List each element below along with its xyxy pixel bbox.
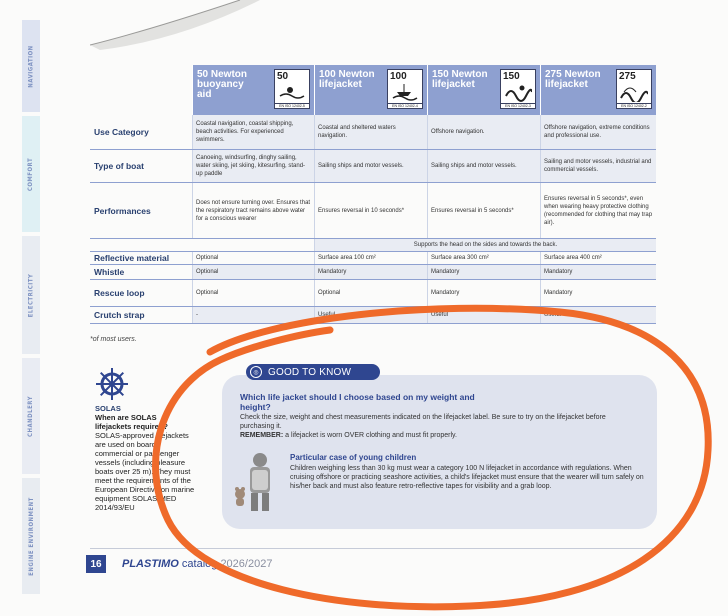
header-title: 150 Newton lifejacket xyxy=(432,69,488,90)
badge-number: 100 xyxy=(390,71,407,82)
header-title: 100 Newton lifejacket xyxy=(319,69,375,90)
table-cell: Optional xyxy=(192,280,314,306)
table-cell: Useful xyxy=(540,307,656,323)
norm-badge-icon xyxy=(274,69,310,109)
table-row xyxy=(90,252,656,265)
boat-swimmer-icon xyxy=(391,82,419,102)
side-tab-label: ENGINE ENVIRONMENT xyxy=(27,496,35,576)
table-cell: Optional xyxy=(192,265,314,279)
side-tab-label: COMFORT xyxy=(27,157,35,191)
row-label: Performances xyxy=(94,205,151,216)
side-tab-electricity[interactable] xyxy=(22,236,40,354)
table-cell: Ensures reversal in 5 seconds*, even when wearing heavy protective clothing (recommended for clothing that may trap air). xyxy=(540,183,656,238)
header-50n xyxy=(192,65,314,115)
remember-line xyxy=(240,432,457,439)
row-label: Reflective material xyxy=(94,253,170,263)
table-cell: - xyxy=(192,307,314,323)
header-150n xyxy=(427,65,540,115)
children-paragraph: Children weighing less than 30 kg must wear a category 100 N lifejacket in accordance with regulations. When cruising offshore or practicing seashore activities, a child's lifejacket must ensure that the wearer will turn safely on his/her back and must also feature retro-reflective tapes for visibility and a grab loop. xyxy=(290,465,644,490)
good-to-know-paragraph: Check the size, weight and chest measurements indicated on the lifejacket label. Be sure to try on the lifejacket before purchasing it. xyxy=(240,414,606,430)
table-cell: Ensures reversal in 5 seconds* xyxy=(427,183,540,238)
table-row xyxy=(90,150,656,183)
table-cell: Mandatory xyxy=(314,265,427,279)
side-tab-chandlery[interactable] xyxy=(22,358,40,474)
table-cell: Sailing ships and motor vessels. xyxy=(314,150,427,182)
solas-question: When are SOLAS lifejackets required? xyxy=(95,413,168,431)
side-tab-comfort[interactable] xyxy=(22,116,40,232)
badge-standard: EN ISO 12402-4 xyxy=(388,103,422,108)
footer-divider xyxy=(90,548,656,549)
badge-number: 150 xyxy=(503,71,520,82)
table-cell: Useful xyxy=(314,307,427,323)
norm-badge-icon xyxy=(616,69,652,109)
table-row xyxy=(90,239,656,252)
row-label xyxy=(90,239,192,251)
swimmer-icon xyxy=(278,82,306,102)
row-label: Type of boat xyxy=(94,161,144,171)
badge-number: 50 xyxy=(277,71,289,82)
table-cell: Sailing and motor vessels, industrial and commercial vessels. xyxy=(540,150,656,182)
top-decorative-graphic xyxy=(90,0,260,50)
table-cell: Surface area 100 cm² xyxy=(314,252,427,264)
catalog-word: catalog xyxy=(178,558,221,570)
table-row xyxy=(90,183,656,239)
table-cell: Optional xyxy=(314,280,427,306)
table-cell: Optional xyxy=(192,252,314,264)
side-tab-label: CHANDLERY xyxy=(27,395,35,437)
row-label: Crutch strap xyxy=(94,310,145,320)
side-tab-engine[interactable] xyxy=(22,478,40,594)
header-100n xyxy=(314,65,427,115)
brand-logo-text: PLASTIMO xyxy=(122,558,179,570)
wave-icon xyxy=(504,82,532,102)
header-title: 50 Newton buoyancy aid xyxy=(197,69,248,100)
side-tab-navigation[interactable] xyxy=(22,20,40,112)
table-cell: Mandatory xyxy=(427,280,540,306)
child-lifejacket-illustration xyxy=(230,450,286,514)
remember-text: a lifejacket is worn OVER clothing and must fit properly. xyxy=(283,432,457,439)
table-row xyxy=(90,280,656,307)
ship-wheel-icon xyxy=(95,367,129,401)
table-cell: Mandatory xyxy=(427,265,540,279)
table-row xyxy=(90,307,656,324)
header-title: 275 Newton lifejacket xyxy=(545,69,601,90)
table-header-row xyxy=(90,65,656,115)
good-to-know-pill xyxy=(246,364,380,380)
badge-standard: EN ISO 12402-3 xyxy=(501,103,535,108)
section-side-tabs xyxy=(22,20,40,600)
side-tab-label: ELECTRICITY xyxy=(27,273,35,317)
header-blank xyxy=(90,65,192,115)
row-label: Rescue loop xyxy=(94,288,145,298)
table-cell: Surface area 400 cm² xyxy=(540,252,656,264)
remember-label: REMEMBER: xyxy=(240,432,284,439)
side-tab-label: NAVIGATION xyxy=(27,44,35,88)
badge-number: 275 xyxy=(619,71,636,82)
children-subheading: Particular case of young children xyxy=(290,453,417,462)
page-number: 16 xyxy=(86,555,106,573)
table-cell: Useful xyxy=(427,307,540,323)
info-icon: ◎ xyxy=(250,366,262,378)
solas-info xyxy=(95,404,195,512)
heavy-sea-icon xyxy=(620,82,648,102)
table-cell: Surface area 300 cm² xyxy=(427,252,540,264)
table-cell xyxy=(192,239,314,251)
table-row xyxy=(90,265,656,280)
table-cell: Offshore navigation, extreme conditions and professional use. xyxy=(540,115,656,149)
table-cell: Coastal and sheltered waters navigation. xyxy=(314,115,427,149)
table-cell: Coastal navigation, coastal shipping, beach activities. For experienced swimmers. xyxy=(192,115,314,149)
table-cell: Does not ensure turning over. Ensures that the respiratory tract remains above water for a conscious wearer xyxy=(192,183,314,238)
table-cell: Ensures reversal in 10 seconds* xyxy=(314,183,427,238)
catalog-year: 2026/2027 xyxy=(220,558,273,570)
table-row xyxy=(90,115,656,150)
row-label: Whistle xyxy=(94,267,125,277)
norm-badge-icon xyxy=(500,69,536,109)
table-cell: Mandatory xyxy=(540,265,656,279)
table-cell: Mandatory xyxy=(540,280,656,306)
good-to-know-question: Which life jacket should I choose based on my weight and height? xyxy=(240,392,475,412)
good-to-know-label: GOOD TO KNOW xyxy=(268,366,352,378)
footer-brand xyxy=(122,558,272,570)
solas-heading: SOLAS xyxy=(95,404,121,413)
table-footnote: *of most users. xyxy=(90,336,137,343)
solas-body: SOLAS-approved lifejackets are used on board commercial or passenger vessels (including pleasure boats over 25 m). They must meet the requirements of the European Directive on marine equipment SOLAS-MED 2014/93/EU xyxy=(95,431,195,512)
header-275n xyxy=(540,65,656,115)
norm-badge-icon xyxy=(387,69,423,109)
lifejacket-spec-table xyxy=(90,65,656,324)
table-cell: Canoeing, windsurfing, dinghy sailing, water skiing, jet skiing, kitesurfing, stand-up paddle xyxy=(192,150,314,182)
badge-standard: EN ISO 12402-2 xyxy=(617,103,651,108)
table-cell: Offshore navigation. xyxy=(427,115,540,149)
row-label: Use Category xyxy=(94,127,149,137)
badge-standard: EN ISO 12402-5 xyxy=(275,103,309,108)
table-cell-merged: Supports the head on the sides and towards the back. xyxy=(314,239,656,251)
table-cell: Sailing ships and motor vessels. xyxy=(427,150,540,182)
